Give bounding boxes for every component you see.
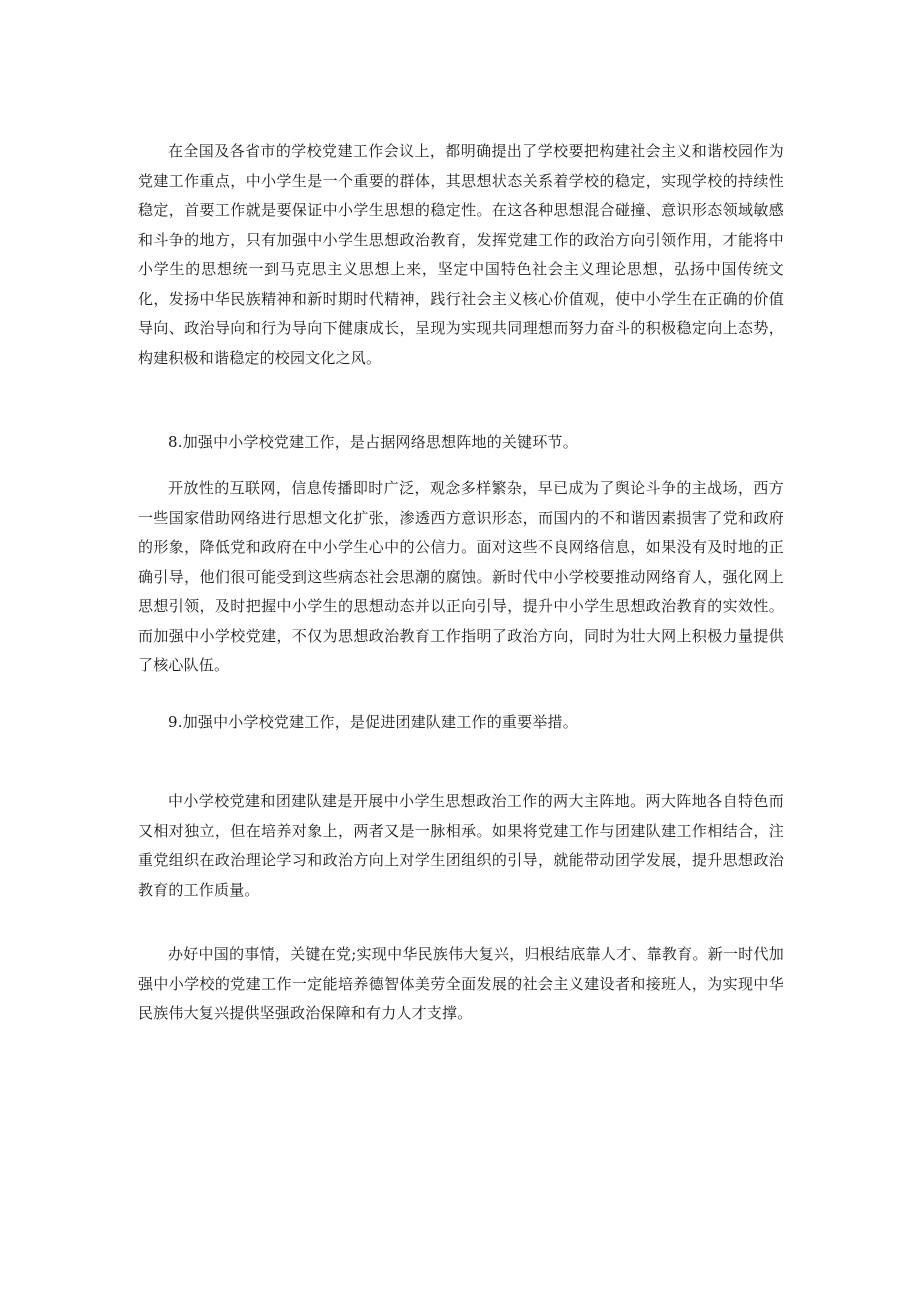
body-paragraph-3: 中小学校党建和团建队建是开展中小学生思想政治工作的两大主阵地。两大阵地各自特色而又相对独立，但在培养对象上，两者又是一脉相承。如果将党建工作与团建队建工作相结合，注重党组织在政治理论学习和政治方向上对学生团组织的引导，就能带动团学发展，提升思想政治教育的工作质量。 [138,792,784,899]
section-heading-9: 9.加强中小学校党建工作，是促进团建队建工作的重要举措。 [168,713,578,731]
body-paragraph-4: 办好中国的事情，关键在党;实现中华民族伟大复兴，归根结底靠人才、靠教育。新一时代加强中小学校的党建工作一定能培养德智体美劳全面发展的社会主义建设者和接班人，为实现中华民族伟大复兴提供坚强政治保障和有力人才支撑。 [138,945,784,1022]
body-paragraph-2: 开放性的互联网，信息传播即时广泛，观念多样繁杂，早已成为了舆论斗争的主战场，西方一些国家借助网络进行思想文化扩张，渗透西方意识形态，而国内的不和谐因素损害了党和政府的形象，降低党和政府在中小学生心中的公信力。面对这些不良网络信息，如果没有及时地的正确引导，他们很可能受到这些病态社会思潮的腐蚀。新时代中小学校要推动网络育人，强化网上思想引领，及时把握中小学生的思想动态并以正向引导，提升中小学生思想政治教育的实效性。而加强中小学校党建，不仅为思想政治教育工作指明了政治方向，同时为壮大网上积极力量提供了核心队伍。 [138,479,784,674]
section-heading-8: 8.加强中小学校党建工作，是占据网络思想阵地的关键环节。 [168,433,578,451]
body-paragraph-1: 在全国及各省市的学校党建工作会议上，都明确提出了学校要把构建社会主义和谐校园作为党建工作重点，中小学生是一个重要的群体，其思想状态关系着学校的稳定，实现学校的持续性稳定，首要工作就是要保证中小学生思想的稳定性。在这各种思想混合碰撞、意识形态领域敏感和斗争的地方，只有加强中小学生思想政治教育，发挥党建工作的政治方向引领作用，才能将中小学生的思想统一到马克思主义思想上来，坚定中国特色社会主义理论思想，弘扬中国传统文化，发扬中华民族精神和新时期时代精神，践行社会主义核心价值观，使中小学生在正确的价值导向、政治导向和行为导向下健康成长，呈现为实现共同理想而努力奋斗的积极稳定向上态势，构建积极和谐稳定的校园文化之风。 [138,142,784,367]
